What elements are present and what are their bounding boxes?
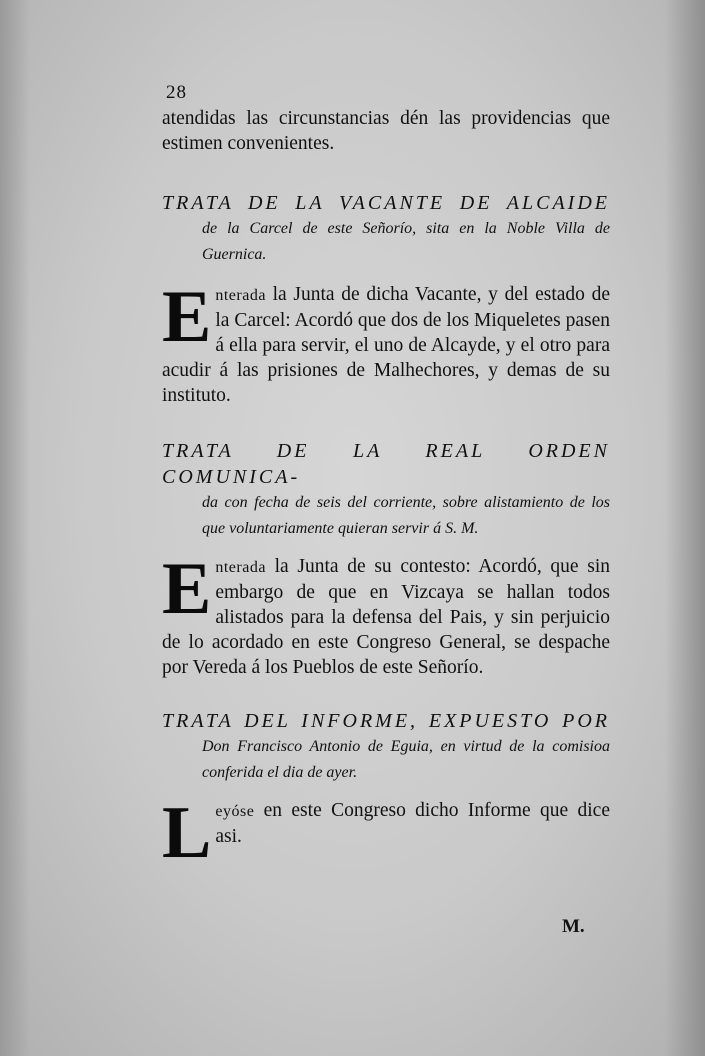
paragraph-text: la Junta de su contesto: Acordó, que sin embargo de que en Vizcaya se hallan todos alistados para la defensa del Pais, y sin perjuicio de lo acordado en este Congreso General, se despache por Vereda á los Pueblos de este Señorío. xyxy=(162,556,610,678)
drop-cap-continuation: nterada xyxy=(215,287,266,304)
drop-cap-continuation: nterada xyxy=(215,559,266,576)
section-subheading: da con fecha de seis del corriente, sobre alistamiento de los que voluntariamente quieran servir á S. M. xyxy=(202,494,610,537)
drop-cap: E xyxy=(162,548,212,630)
drop-cap: L xyxy=(162,792,212,874)
page-shadow-left xyxy=(0,0,30,1056)
paragraph-text: la Junta de dicha Vacante, y del estado de la Carcel: Acordó que dos de los Miqueletes pasen á ella para servir, el uno de Alcayde, y el otro para acudir á las prisiones de Malhechores, y demas de su instituto. xyxy=(162,284,610,406)
page-number: 28 xyxy=(166,82,187,103)
section-informe xyxy=(162,708,610,874)
catchword: M. xyxy=(562,916,585,937)
text-block xyxy=(162,84,610,874)
section-body xyxy=(162,792,610,874)
section-heading: TRATA DE LA VACANTE DE ALCAIDE xyxy=(162,192,610,214)
section-body xyxy=(162,276,610,408)
section-heading: TRATA DEL INFORME, EXPUESTO POR xyxy=(162,710,610,732)
paragraph-text: en este Congreso dicho Informe que dice asi. xyxy=(215,800,610,847)
page-shadow-right xyxy=(665,0,705,1056)
drop-cap-continuation: eyóse xyxy=(215,803,255,820)
section-vacante xyxy=(162,190,610,408)
section-real-orden xyxy=(162,438,610,680)
section-heading: TRATA DE LA REAL ORDEN COMUNICA- xyxy=(162,440,610,488)
section-paragraph xyxy=(162,798,610,849)
section-paragraph xyxy=(162,548,610,680)
drop-cap: E xyxy=(162,276,212,358)
section-subheading: de la Carcel de este Señorío, sita en la Noble Villa de Guernica. xyxy=(202,220,610,263)
section-body xyxy=(162,548,610,680)
section-paragraph xyxy=(162,276,610,408)
intro-paragraph: atendidas las circunstancias dén las providencias que estimen convenientes. xyxy=(162,108,610,154)
section-subheading: Don Francisco Antonio de Eguia, en virtud de la comisioa conferida el dia de ayer. xyxy=(202,738,610,781)
